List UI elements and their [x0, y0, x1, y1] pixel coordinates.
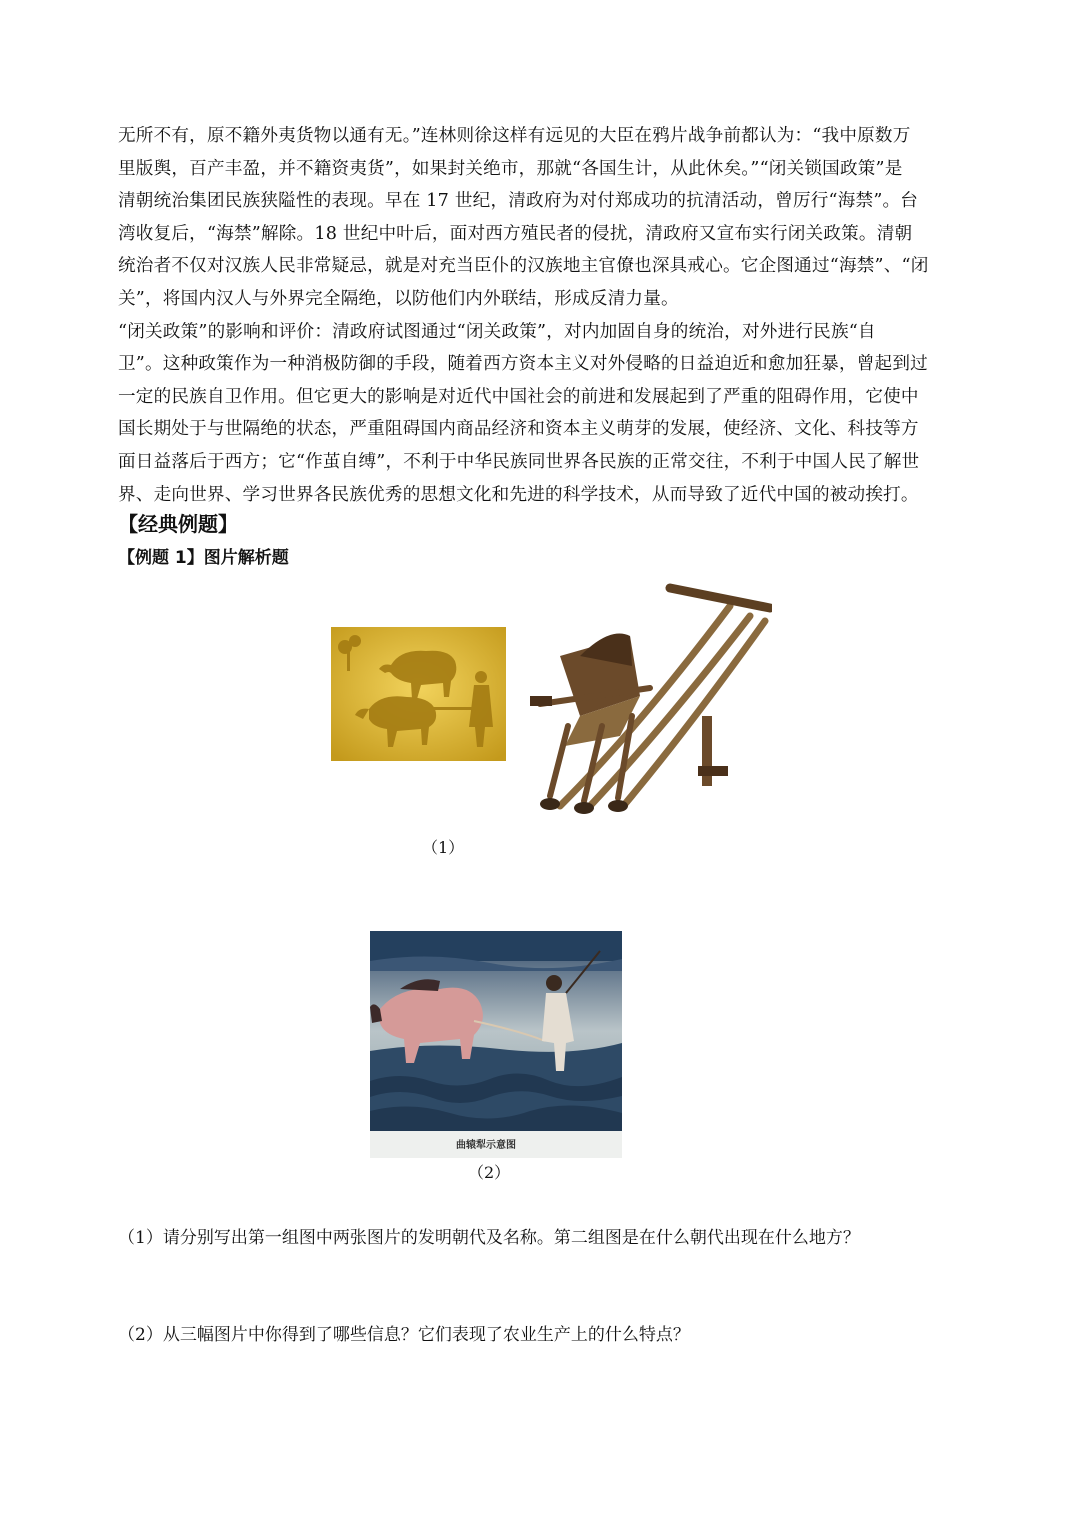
- section-heading: 【经典例题】: [118, 512, 238, 536]
- paragraph-line: 无所不有，原不籍外夷货物以通有无。”连林则徐这样有远见的大臣在鸦片战争前都认为：“我中原数万: [118, 126, 911, 146]
- paragraph-line: 清朝统治集团民族狭隘性的表现。早在 17 世纪，清政府为对付郑成功的抗清活动，曾厉行“海禁”。台: [118, 191, 919, 212]
- paragraph-line: 卫”。这种政策作为一种消极防御的手段，随着西方资本主义对外侵略的日益迫近和愈加狂暴，曾起到过: [118, 354, 928, 375]
- ox-plough-relief-image: [331, 627, 506, 761]
- paragraph-line: “闭关政策”的影响和评价：清政府试图通过“闭关政策”，对内加固自身的统治，对外进行民族“自: [118, 321, 876, 342]
- paragraph-line: 面日益落后于西方；它“作茧自缚”，不利于中华民族同世界各民族的正常交往，不利于中国人民了解世: [118, 451, 920, 472]
- figure-1-caption: （1）: [422, 838, 465, 857]
- seed-drill-image: [520, 576, 772, 821]
- plate-caption: 曲辕犁示意图: [456, 1140, 516, 1151]
- question-1: （1）请分别写出第一组图中两张图片的发明朝代及名称。第二组图是在什么朝代出现在什么地方？: [118, 1228, 860, 1248]
- figure-2-caption: （2）: [468, 1163, 511, 1182]
- body-text: [118, 120, 976, 511]
- curved-plough-mural-image: [370, 931, 622, 1158]
- example-heading: 【例题 1】图片解析题: [118, 548, 289, 568]
- paragraph-line: 国长期处于与世隔绝的状态，严重阻碍国内商品经济和资本主义萌芽的发展，使经济、文化、科技等方: [118, 419, 919, 440]
- paragraph-line: 统治者不仅对汉族人民非常疑忌，就是对充当臣仆的汉族地主官僚也深具戒心。它企图通过“海禁”、“闭: [118, 256, 929, 277]
- paragraph-line: 里版舆，百产丰盈，并不籍资夷货”，如果封关绝市，那就“各国生计，从此休矣。”“闭关锁国政策”是: [118, 158, 903, 179]
- question-2: （2）从三幅图片中你得到了哪些信息？它们表现了农业生产上的什么特点？: [118, 1325, 690, 1345]
- paragraph-line: 界、走向世界、学习世界各民族优秀的思想文化和先进的科学技术，从而导致了近代中国的被动挨打。: [118, 484, 919, 505]
- paragraph-line: 湾收复后，“海禁”解除。18 世纪中叶后，面对西方殖民者的侵扰，清政府又宣布实行闭关政策。清朝: [118, 223, 913, 244]
- paragraph-line: 一定的民族自卫作用。但它更大的影响是对近代中国社会的前进和发展起到了严重的阻碍作用，它使中: [118, 386, 919, 407]
- paragraph-line: 关”，将国内汉人与外界完全隔绝，以防他们内外联结，形成反清力量。: [118, 288, 679, 309]
